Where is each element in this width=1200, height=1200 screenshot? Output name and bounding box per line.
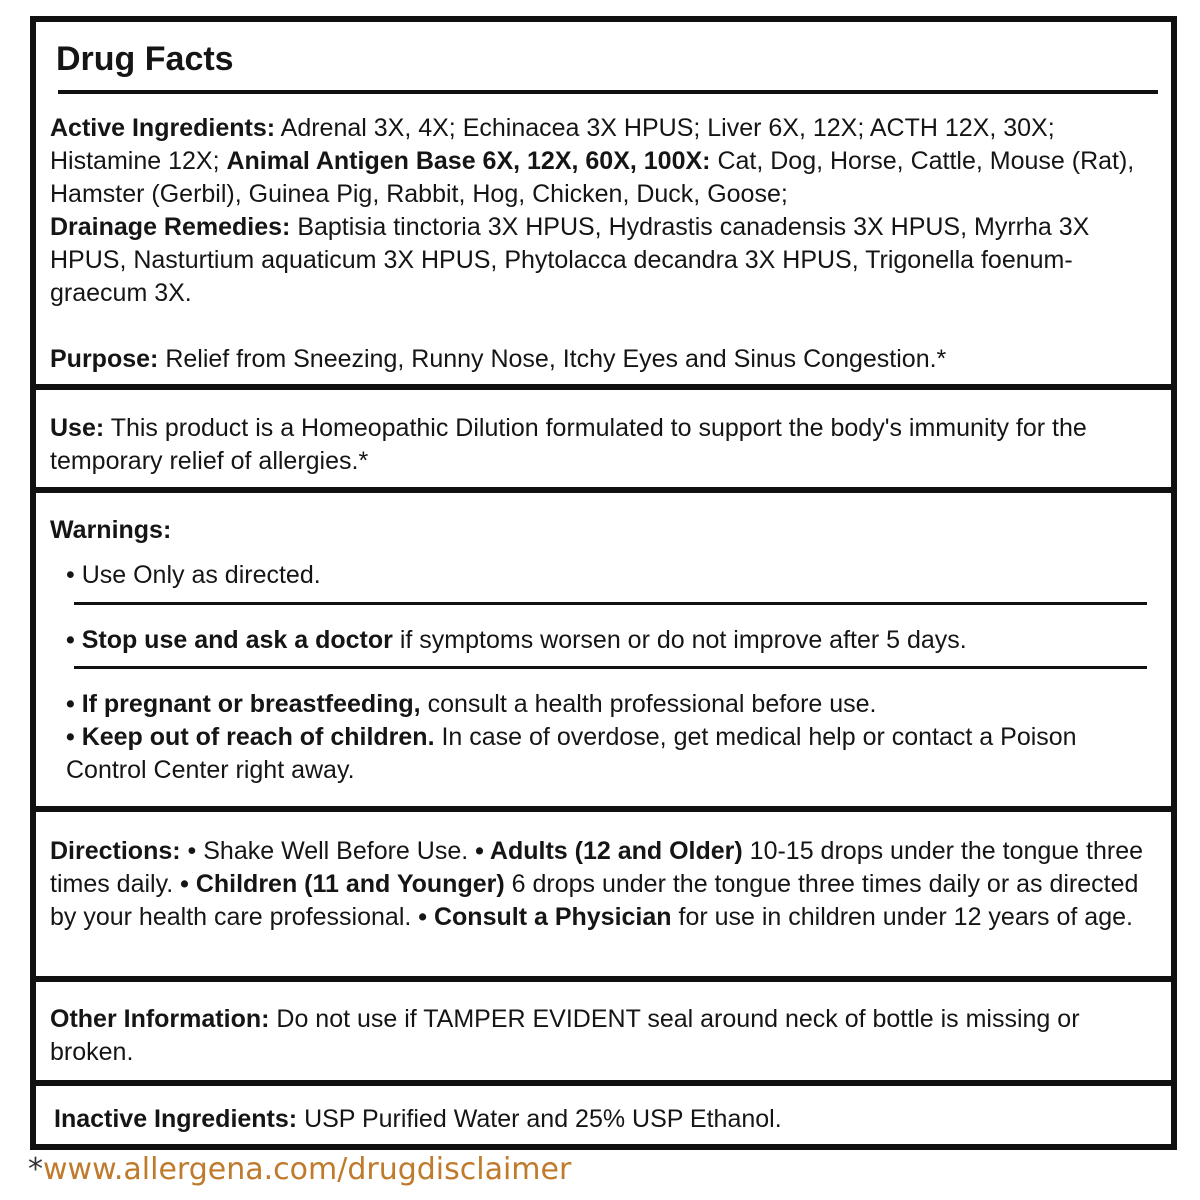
other-information-section xyxy=(50,1003,1091,1069)
use-text: Use: This product is a Homeopathic Dilution formulated to support the body's immunity for the temporary relief of allergies.* xyxy=(50,414,1087,475)
purpose-text: Purpose: Relief from Sneezing, Runny Nose, Itchy Eyes and Sinus Congestion.* xyxy=(50,345,947,373)
section-divider xyxy=(36,806,1171,812)
drainage-remedies-label: Drainage Remedies: xyxy=(50,213,291,241)
use-label: Use: xyxy=(50,414,105,442)
warning-item: • Use Only as directed. xyxy=(66,561,321,589)
other-information-label: Other Information: xyxy=(50,1005,270,1033)
warning-item: • Keep out of reach of children. In case of overdose, get medical help or contact a Poison Control Center right away. xyxy=(66,723,1077,784)
warning-item: • Stop use and ask a doctor if symptoms worsen or do not improve after 5 days. xyxy=(66,626,967,654)
disclaimer-footer xyxy=(28,1152,571,1187)
inactive-ingredients-text: Inactive Ingredients: USP Purified Water and 25% USP Ethanol. xyxy=(54,1105,782,1133)
directions-section xyxy=(50,835,1151,934)
section-divider xyxy=(36,487,1171,493)
other-information-text: Other Information: Do not use if TAMPER EVIDENT seal around neck of bottle is missing or broken. xyxy=(50,1005,1080,1066)
footnote-asterisk: * xyxy=(28,1152,43,1187)
inactive-ingredients-section xyxy=(54,1103,1157,1136)
directions-label: Directions: xyxy=(50,837,181,865)
drug-facts-panel xyxy=(30,16,1177,1150)
use-section xyxy=(50,412,1157,478)
section-divider xyxy=(36,384,1171,390)
purpose-label: Purpose: xyxy=(50,345,159,373)
active-ingredients-label: Active Ingredients: xyxy=(50,114,276,142)
active-ingredients-text: Active Ingredients: Adrenal 3X, 4X; Echinacea 3X HPUS; Liver 6X, 12X; ACTH 12X, 30X; Histamine 12X; Animal Antigen Base 6X, 12X, 60X, 100X: Cat, Dog, Horse, Cattle, Mouse (Rat), Hamster (Gerbil), Guinea Pig, Rabbit, Hog, Chicken, Duck, Goose; Drainage Remedies: Baptisia tinctoria 3X HPUS, Hydrastis canadensis 3X HPUS, Myrrha 3X HPUS, Nasturtium aquaticum 3X HPUS, Phytolacca decandra 3X HPUS, Trigonella foenum-graecum 3X. xyxy=(50,114,1135,307)
page-title: Drug Facts xyxy=(56,40,234,78)
drainage-remedies-text: Baptisia tinctoria 3X HPUS, Hydrastis canadensis 3X HPUS, Myrrha 3X HPUS, Nasturtium aquaticum 3X HPUS, Phytolacca decandra 3X HPUS, Trigonella foenum-graecum 3X. xyxy=(50,213,1090,307)
warnings-section xyxy=(50,514,1157,592)
section-divider xyxy=(36,976,1171,982)
animal-antigen-label: Animal Antigen Base 6X, 12X, 60X, 100X: xyxy=(226,147,711,175)
title-divider xyxy=(58,90,1158,94)
directions-text: Directions: • Shake Well Before Use. • Adults (12 and Older) 10-15 drops under the tongue three times daily. • Children (11 and Younger) 6 drops under the tongue three times daily or as directed by your health care professional. • Consult a Physician for use in children under 12 years of age. xyxy=(50,837,1144,931)
warnings-label: Warnings: xyxy=(50,516,172,544)
warning-item: • If pregnant or breastfeeding, consult a health professional before use. xyxy=(66,690,877,718)
inactive-ingredients-label: Inactive Ingredients: xyxy=(54,1105,298,1133)
active-ingredients-section xyxy=(50,112,1157,376)
warning-divider xyxy=(74,602,1147,605)
section-divider xyxy=(36,1080,1171,1086)
disclaimer-link[interactable]: www.allergena.com/drugdisclaimer xyxy=(43,1152,572,1187)
warnings-heading xyxy=(50,514,1157,547)
warning-divider xyxy=(74,666,1147,669)
warning-items xyxy=(66,688,1151,787)
